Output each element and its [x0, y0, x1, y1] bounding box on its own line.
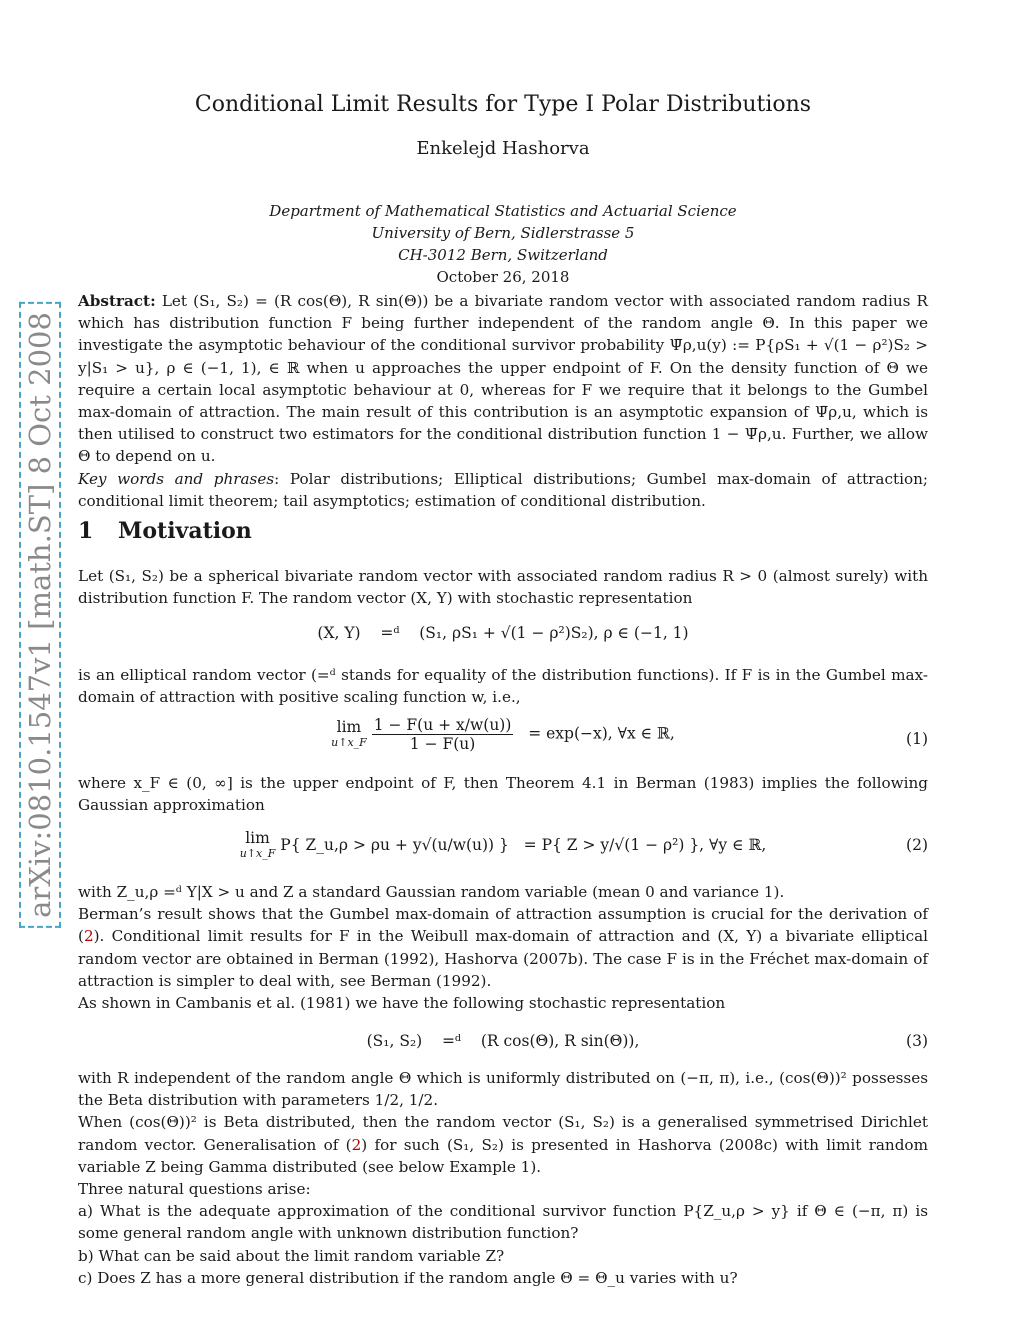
- equation-3: [78, 1032, 928, 1050]
- affiliation-department: Department of Mathematical Statistics and Actuarial Science: [269, 202, 737, 220]
- eq3-tag: (3): [906, 1032, 928, 1050]
- p7-text: When (cos(Θ))² is Beta distributed, then the random vector (S₁, S₂) is a generalised symmetrised Dirichlet random vector. Generalisation of (: [78, 1113, 928, 1154]
- paragraph-4b: [78, 903, 928, 992]
- affiliation-university: University of Bern, Sidlerstrasse 5: [371, 224, 635, 242]
- eq2-lhs: P{ Z_u,ρ > ρu + y√(u/w(u)) }: [280, 836, 509, 854]
- p4b-text: Berman’s result shows that the Gumbel max-domain of attraction assumption is crucial for the derivation of (: [78, 905, 928, 946]
- p4b-end: ). Conditional limit results for F in the Weibull max-domain of attraction and (X, Y) a bivariate elliptical random vector are obtained in Berman (1992), Hashorva (2007b). The case F is in the Fréchet max-domain of attraction is simpler to deal with, see Berman (1992).: [78, 927, 928, 990]
- eq1-lim-text: lim: [336, 717, 362, 736]
- affiliation-city: CH-3012 Bern, Switzerland: [398, 246, 608, 264]
- section-title: Motivation: [118, 518, 252, 544]
- question-c: c) Does Z has a more general distribution if the random angle Θ = Θ_u varies with u?: [78, 1268, 738, 1287]
- abstract-label: Abstract:: [78, 292, 156, 310]
- eq1-lim-sub: u↑x_F: [331, 735, 367, 749]
- eq1-limit: [331, 719, 367, 751]
- eq1-tag: (1): [906, 730, 928, 748]
- paragraph-6-block: [78, 1067, 928, 1289]
- eq1-denominator: 1 − F(u): [409, 735, 476, 753]
- eq0-relation: =ᵈ: [380, 624, 400, 642]
- eq-ref-2[interactable]: 2: [83, 927, 94, 946]
- eq2-lim-sub: u↑x_F: [239, 847, 276, 860]
- paragraph-2: is an elliptical random vector (=ᵈ stands for equality of the distribution functions). If F is in the Gumbel max-domain of attraction with positive scaling function w, i.e.,: [78, 666, 928, 707]
- question-a: a) What is the adequate approximation of the conditional survivor function P{Z_u,ρ > y} if Θ ∈ (−π, π) is some general random angle with unknown distribution function?: [78, 1202, 928, 1243]
- paper-date: October 26, 2018: [436, 268, 570, 286]
- eq3-relation: =ᵈ: [441, 1032, 462, 1050]
- keywords-label: Key words and phrases: [78, 469, 275, 488]
- paragraph-3: where x_F ∈ (0, ∞] is the upper endpoint of F, then Theorem 4.1 in Berman (1983) implies the following Gaussian approximation: [78, 774, 928, 815]
- keywords-text: : Polar distributions; Elliptical distributions; Gumbel max-domain of attraction; conditional limit theorem; tail asymptotics; estimation of conditional distribution.: [78, 469, 928, 510]
- paragraph-6: with R independent of the random angle Θ which is uniformly distributed on (−π, π), i.e., (cos(Θ))² possesses the Beta distribution with parameters 1/2, 1/2.: [78, 1069, 928, 1110]
- paragraph-4: [78, 881, 928, 1014]
- p7-end: ) for such (S₁, S₂) is presented in Hashorva (2008c) with limit random variable Z being Gamma distributed (see below Example 1).: [78, 1135, 928, 1176]
- equation-0: [78, 624, 928, 642]
- eq2-tag: (2): [906, 836, 928, 854]
- arxiv-sidebar: [20, 312, 60, 918]
- paper-author: Enkelejd Hashorva: [416, 138, 590, 159]
- abstract: [78, 290, 928, 512]
- eq2-lim-text: lim: [245, 829, 270, 847]
- eq1-rhs: = exp(−x), ∀x ∈ ℝ,: [528, 724, 675, 743]
- eq0-lhs: (X, Y): [317, 624, 361, 642]
- equation-2: [78, 830, 928, 862]
- paragraph-8: Three natural questions arise:: [78, 1180, 311, 1199]
- eq1-fraction: [372, 716, 514, 753]
- eq2-rhs: = P{ Z > y/√(1 − ρ²) }, ∀y ∈ ℝ,: [523, 836, 767, 854]
- question-b: b) What can be said about the limit random variable Z?: [78, 1246, 505, 1265]
- eq1-numerator: 1 − F(u + x/w(u)): [373, 716, 512, 734]
- eq3-lhs: (S₁, S₂): [366, 1032, 423, 1050]
- eq2-limit: [240, 830, 276, 862]
- equation-1: [78, 716, 928, 753]
- section-heading: [78, 518, 252, 544]
- eq0-rhs: (S₁, ρS₁ + √(1 − ρ²)S₂), ρ ∈ (−1, 1): [419, 624, 689, 642]
- paragraph-1: Let (S₁, S₂) be a spherical bivariate random vector with associated random radius R > 0 (almost surely) with distribution function F. The random vector (X, Y) with stochastic representation: [78, 567, 928, 608]
- eq3-rhs: (R cos(Θ), R sin(Θ)),: [480, 1032, 640, 1050]
- paragraph-5: As shown in Cambanis et al. (1981) we have the following stochastic representation: [78, 994, 726, 1013]
- paragraph-4a: with Z_u,ρ =ᵈ Y|X > u and Z a standard Gaussian random variable (mean 0 and variance 1).: [78, 883, 785, 901]
- eq-ref-2b[interactable]: 2: [351, 1135, 362, 1154]
- abstract-text: Let (S₁, S₂) = (R cos(Θ), R sin(Θ)) be a bivariate random vector with associated random radius R which has distribution function F being further independent of the random angle Θ. In this paper we investigate the asymptotic behaviour of the conditional survivor probability Ψ̄ρ,u(y) := P{ρS₁ + √(1 − ρ²)S₂ > y|S₁ > u}, ρ ∈ (−1, 1), ∈ ℝ when u approaches the upper endpoint of F. On the density function of Θ we require a certain local asymptotic behaviour at 0, whereas for F we require that it belongs to the Gumbel max-domain of attraction. The main result of this contribution is an asymptotic expansion of Ψ̄ρ,u, which is then utilised to construct two estimators for the conditional distribution function 1 − Ψ̄ρ,u. Further, we allow Θ to depend on u.: [78, 292, 928, 466]
- arxiv-identifier[interactable]: arXiv:0810.1547v1 [math.ST] 8 Oct 2008: [19, 302, 61, 928]
- section-number: 1: [78, 518, 94, 544]
- paragraph-7: [78, 1111, 928, 1178]
- affiliation-block: [78, 200, 928, 288]
- paper-title: Conditional Limit Results for Type I Polar Distributions: [194, 92, 812, 117]
